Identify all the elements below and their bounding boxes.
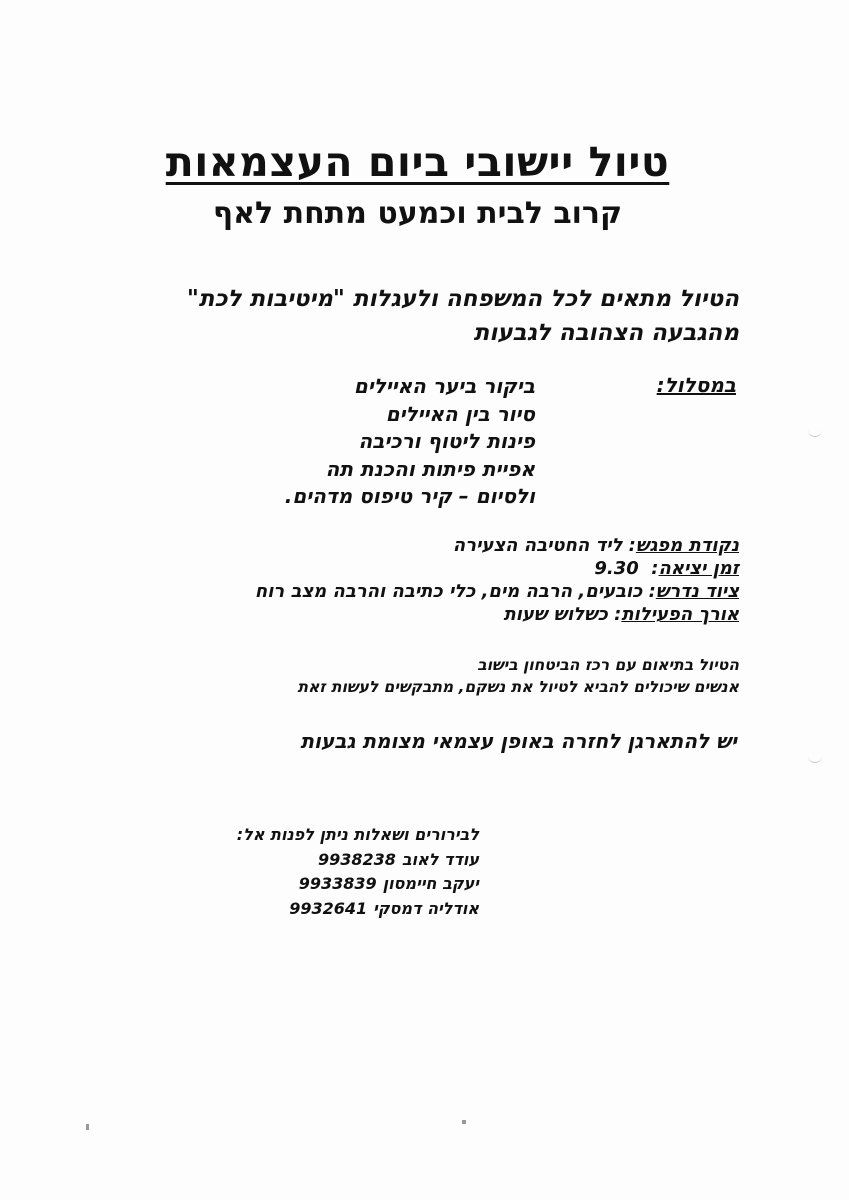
detail-label: זמן יציאה [658, 558, 739, 579]
contact-phone: 9938238 [317, 849, 396, 869]
intro-text: הטיול מתאים לכל המשפחה ולעגלות "מיטיבות לכת" מהגבעה הצהובה לגבעות [186, 286, 739, 346]
route-item: פינות ליטוף ורכיבה [358, 429, 535, 453]
detail-departure-time: זמן יציאה: 9.30 [594, 558, 739, 579]
scan-mark [808, 752, 822, 763]
contact-row [237, 848, 479, 873]
route-item: ולסיום – קיר טיפוס מדהים. [284, 484, 535, 508]
page-subtitle: קרוב לבית וכמעט מתחת לאף [212, 196, 623, 231]
contact-row [237, 872, 479, 897]
contact-name: יעקב חיימסון [382, 874, 479, 893]
route-item: סיור בין האיילים [385, 401, 535, 426]
detail-meeting-point: נקודת מפגש: ליד החטיבה הצעירה [452, 535, 739, 556]
contact-name: אודליה דמסקי [373, 898, 479, 918]
scan-speck [462, 1120, 466, 1124]
route-item: אפיית פיתות והכנת תה [325, 456, 535, 481]
detail-equipment: ציוד נדרש: כובעים, הרבה מים, כלי כתיבה והרבה מצב רוח [254, 581, 739, 602]
contact-phone: 9932641 [289, 898, 368, 918]
scan-speck [86, 1124, 89, 1130]
scan-mark [808, 426, 822, 437]
contact-name: עודד לאוב [401, 849, 479, 869]
route-item: ביקור ביער האיילים [353, 374, 535, 398]
detail-value: ליד החטיבה הצעירה [452, 535, 623, 556]
contacts-heading: לבירורים ושאלות ניתן לפנות אל: [236, 825, 479, 844]
notes-block [298, 654, 739, 698]
return-note: יש להתארגן לחזרה באופן עצמאי מצומת גבעות [300, 729, 737, 753]
detail-label: אורך הפעילות [621, 604, 739, 625]
note-line: הטיול בתיאום עם רכז הביטחון בישוב [477, 656, 739, 674]
route-label: במסלול: [656, 373, 736, 397]
detail-label: ציוד נדרש [655, 581, 739, 602]
detail-value: כשלוש שעות [503, 604, 608, 625]
detail-duration: אורך הפעילות: כשלוש שעות [503, 604, 739, 625]
detail-value: כובעים, הרבה מים, כלי כתיבה והרבה מצב רוח [254, 581, 643, 602]
detail-value: 9.30 [594, 558, 639, 579]
contact-row [237, 897, 479, 922]
page-title: טיול יישובי ביום העצמאות [165, 138, 670, 186]
note-line: אנשים שיכולים להביא לטיול את נשקם, מתבקשים לעשות זאת [297, 678, 739, 696]
details-block [255, 534, 739, 626]
detail-label: נקודת מפגש [635, 535, 739, 556]
contact-phone: 9933839 [298, 874, 377, 893]
route-list [285, 373, 535, 511]
contacts-block [237, 823, 479, 921]
